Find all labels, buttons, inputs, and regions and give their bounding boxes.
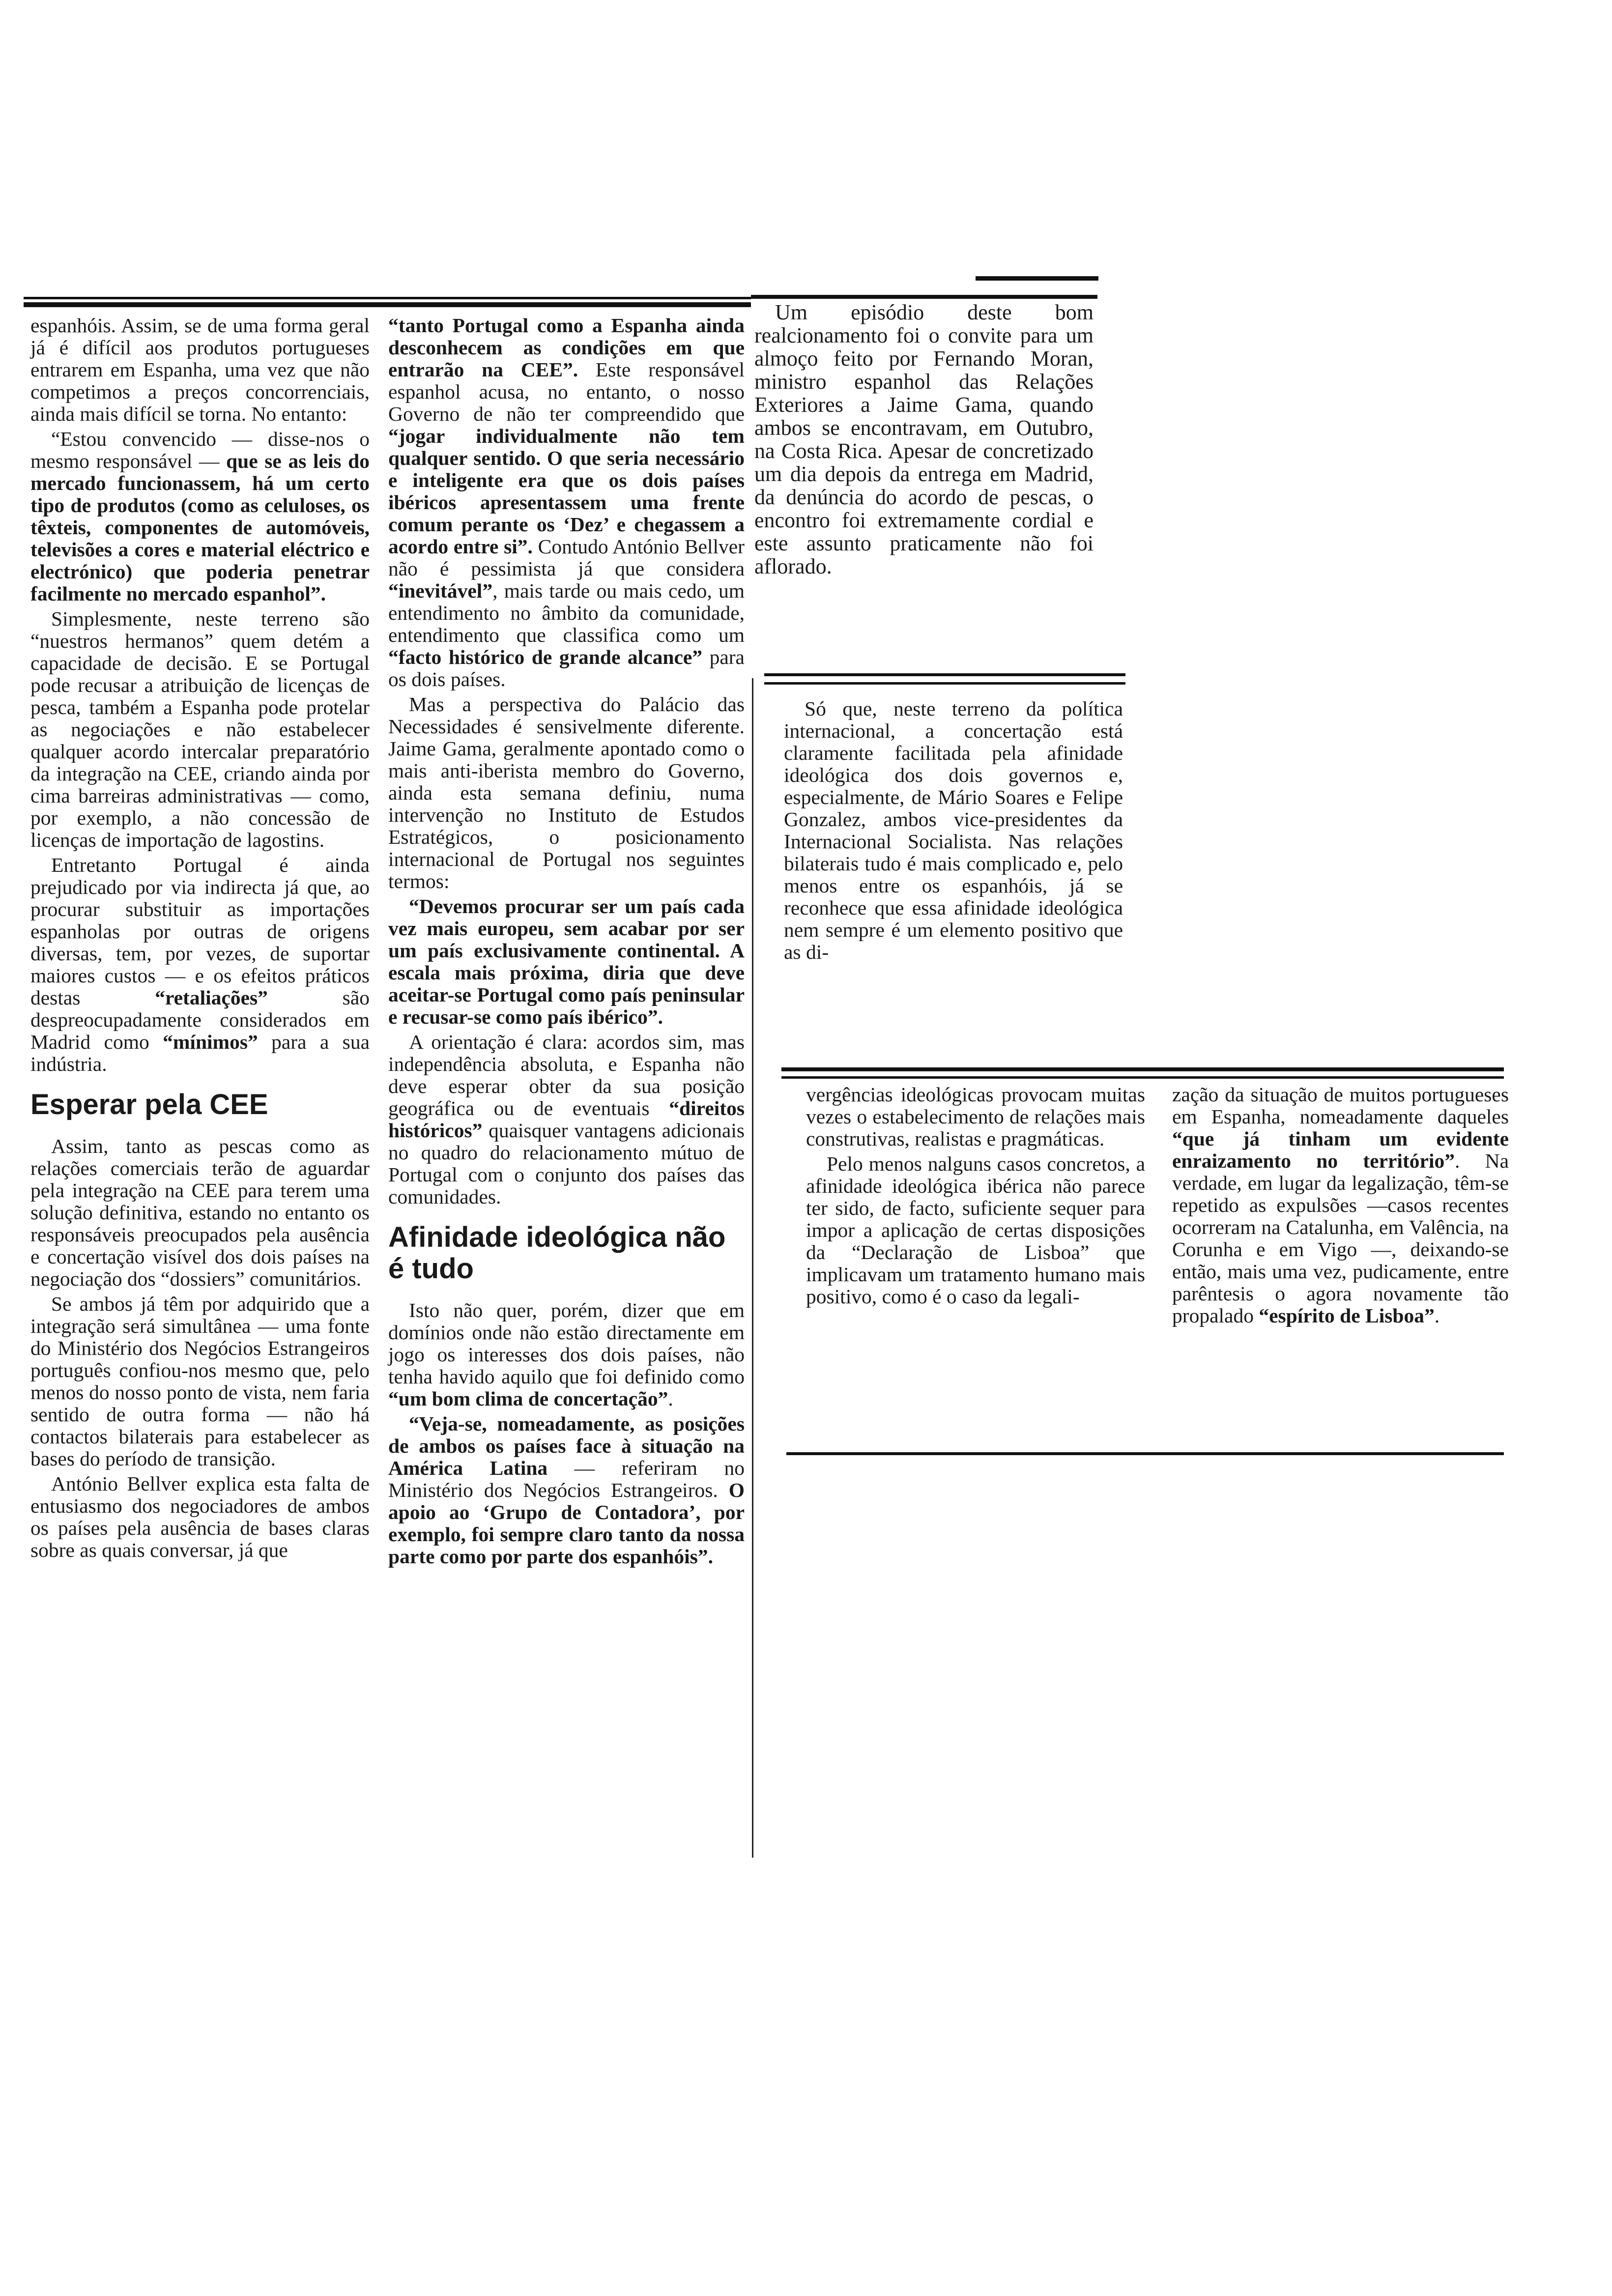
column-3-top [754,301,1094,581]
column-3-middle [784,698,1123,966]
bold-run: “que já tinham um evidente enraizamento no território” [1172,1127,1509,1172]
col2-paragraph-5 [388,1299,745,1410]
col3-mid-paragraph: Só que, neste terreno da política internacional, a concertação está claramente facilitada pela afinidade ideológica dos dois governos e, especialmente, de Mário Soares e Felipe Gonzalez, ambos vice-presidentes da Internacional Socialista. Nas relações bilaterais tudo é mais complicado e, pelo menos entre os espanhóis, já se reconhece que essa afinidade ideológica nem sempre é um elemento positivo que as di- [784,697,1123,963]
lower-rule-2 [781,1076,1504,1079]
bold-run: “espírito de Lisboa” [1259,1304,1435,1327]
text-run: Isto não quer, porém, dizer que em domínios onde não estão directamente em jogo os interesses dos dois países, não tenha havido aquilo que foi definido como [388,1299,745,1388]
text-run: A orientação é clara: acordos sim, mas independência absoluta, e Espanha não deve esperar obter da sua posição geográfica ou de eventuais [388,1031,745,1119]
quote-intro: “Estou convencido — disse-nos o mesmo responsável — [30,428,370,472]
col2-paragraph-2: Mas a perspectiva do Palácio das Necessidades é sensivelmente diferente. Jaime Gama, geralmente apontado como o mais anti-iberista membro do Governo, ainda esta semana definiu, numa intervenção no Instituto de Estudos Estratégicos, o posicionamento internacional de Portugal nos seguintes termos: [388,693,745,892]
column-divider [752,678,753,1858]
bold-run: O apoio ao ‘Grupo de Contadora’, por exemplo, foi sempre claro tanto da nossa parte como por parte dos espanhóis”. [388,1479,745,1568]
text-run: . [668,1387,673,1410]
col1-paragraph-5: Assim, tanto as pescas como as relações comerciais terão de aguardar pela integração na CEE para terem uma solução definitiva, estando no entanto os responsáveis preocupados pela ausência e concertação visível dos dois países na negociação dos “dossiers” comunitários. [30,1135,370,1290]
text-run: para a sua indústria. [30,1031,370,1075]
col2-paragraph-4 [388,1031,745,1208]
column-4-bottom [1172,1084,1509,1330]
col4-bottom-paragraph [1172,1084,1509,1327]
text-run: . Na verdade, em lugar da legalização, têm-se repetido as expulsões —casos recentes ocorreram na Catalunha, em Valência, na Corunha e em Vigo —, deixando-se então, mais uma vez, pudicamente, entre parêntesis o agora novamente tão propalado [1172,1149,1509,1327]
col1-paragraph-4 [30,854,370,1075]
text-run: . [1434,1304,1440,1327]
column-1 [30,315,370,1564]
top-rule-thin [24,297,751,299]
col1-paragraph-6: Se ambos já têm por adquirido que a integração será simultânea — uma fonte do Ministério dos Negócios Estrangeiros português confiou-nos mesmo que, pelo menos do nosso ponto de vista, nem faria sentido de outra forma — não há contactos bilaterais para estabelecer as bases do período de transição. [30,1292,370,1470]
bottom-rule [786,1452,1504,1455]
text-run: Este responsável espanhol acusa, no entanto, o nosso Governo de não ter compreendido que [388,358,745,425]
bold-run: “inevitável” [388,579,493,602]
top-rule-short [976,276,1098,281]
text-run: para os dois países. [388,646,745,690]
bold-run: “mínimos” [163,1031,258,1053]
bold-run: “retaliações” [155,986,268,1009]
text-run: Entretanto Portugal é ainda prejudicado por via indirecta já que, ao procurar substituir as importações espanholas por outras de origens diversas, tem, por vezes, de suportar maiores custos — e os efeitos práticos destas [30,854,370,1009]
column-3-bottom [806,1084,1145,1311]
col2-paragraph-6 [388,1413,745,1568]
right-top-rule [751,295,1097,299]
col2-paragraph-3: “Devemos procurar ser um país cada vez mais europeu, sem acabar por ser um país exclusivamente continental. A escala mais próxima, diria que deve aceitar-se Portugal como país peninsular e recusar-se como país ibérico”. [388,895,745,1028]
bold-run: “Veja-se, nomeadamente, as posições de ambos os países face à situação na América Latina [388,1412,745,1479]
col2-paragraph-1 [388,315,745,690]
col3-bottom-paragraph-1: vergências ideológicas provocam muitas vezes o estabelecimento de relações mais construtivas, realistas e pragmáticas. [806,1083,1145,1150]
bold-run: “facto histórico de grande alcance” [388,646,703,668]
text-run: Contudo António Bellver não é pessimista já que considera [388,535,745,580]
quote-bold: que se as leis do mercado funcionassem, há um certo tipo de produtos (como as celuloses, os têxteis, componentes de automóveis, televisões a cores e material eléctrico e electrónico) que poderia penetrar facilmente no mercado espanhol”. [30,450,370,605]
bold-run: “jogar individualmente não tem qualquer sentido. O que seria necessário e inteligente era que os dois países ibéricos apresentassem uma frente comum perante os ‘Dez’ e chegassem a acordo entre si”. [388,425,745,558]
text-run: zação da situação de muitos portugueses em Espanha, nomeadamente daqueles [1172,1083,1509,1128]
col3-bottom-paragraph-2: Pelo menos nalguns casos concretos, a afinidade ideológica ibérica não parece ter sido, de facto, suficiente sequer para impor a aplicação de certas disposições da “Declaração de Lisboa” que implicavam um tratamento humano mais positivo, como é o caso da legali- [806,1152,1145,1308]
text-run: — referiram no Ministério dos Negócios Estrangeiros. [388,1457,745,1501]
col1-paragraph-1: espanhóis. Assim, se de uma forma geral já é difícil aos produtos portugueses entrarem em Espanha, uma vez que não competimos a preços concorrenciais, ainda mais difícil se torna. No entanto: [30,314,370,425]
col1-paragraph-7: António Bellver explica esta falta de entusiasmo dos negociadores de ambos os países pela ausência de bases claras sobre as quais conversar, já que [30,1472,370,1561]
lower-rule-1 [781,1067,1504,1071]
col1-paragraph-3: Simplesmente, neste terreno são “nuestros hermanos” quem detém a capacidade de decisão. E se Portugal pode recusar a atribuição de licenças de pesca, também a Espanha pode protelar as negociações e não estabelecer qualquer acordo intercalar preparatório da integração na CEE, criando ainda por cima barreiras administrativas — como, por exemplo, a não concessão de licenças de importação de lagostins. [30,607,370,851]
column-2 [388,315,745,1571]
text-run: quaisquer vantagens adicionais no quadro do relacionamento mútuo de Portugal com o conjunto dos países das comunidades. [388,1119,745,1208]
bold-run: “tanto Portugal como a Espanha ainda desconhecem as condições em que entrarão na CEE”. [388,314,745,381]
section-heading-2: Afinidade ideológica não é tudo [388,1221,726,1285]
text-run: , mais tarde ou mais cedo, um entendimento no âmbito da comunidade, entendimento que classifica como um [388,579,745,646]
section-heading-1: Esperar pela CEE [30,1089,268,1120]
mid-rule-2 [764,682,1125,685]
text-run: são despreocupadamente considerados em Madrid como [30,986,370,1053]
bold-run: “um bom clima de concertação” [388,1387,668,1410]
top-rule-thick [24,302,751,307]
bold-run: “direitos históricos” [388,1097,745,1142]
col3-top-paragraph: Um episódio deste bom realcionamento foi o convite para um almoço feito por Fernando Moran, ministro espanhol das Relações Exteriores a Jaime Gama, quando ambos se encontravam, em Outubro, na Costa Rica. Apesar de concretizado um dia depois da entrega em Madrid, da denúncia do acordo de pescas, o encontro foi extremamente cordial e este assunto praticamente não foi aflorado. [754,300,1094,578]
col1-paragraph-2 [30,428,370,605]
mid-rule-1 [764,673,1125,676]
